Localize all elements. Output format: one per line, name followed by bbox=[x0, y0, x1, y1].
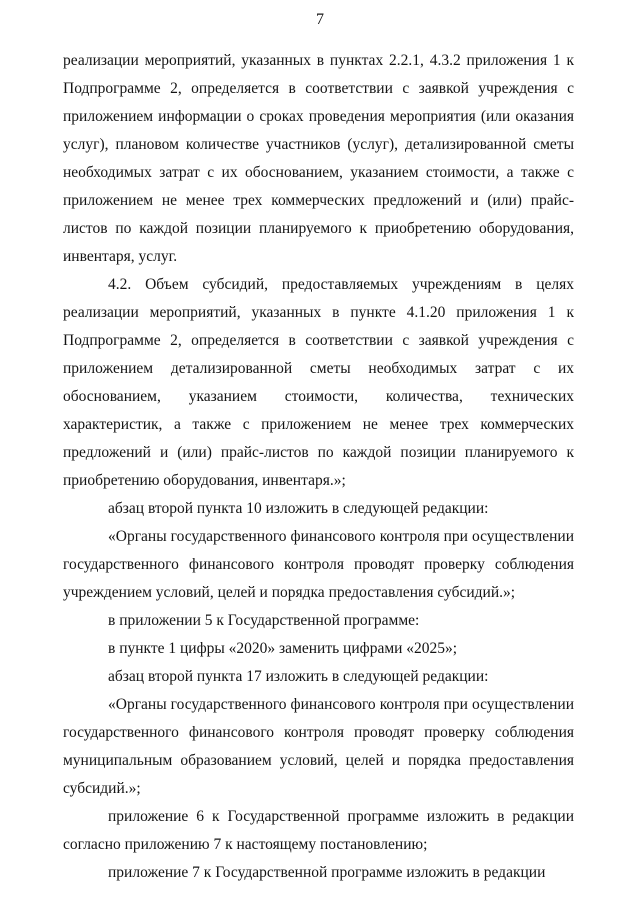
document-body bbox=[63, 47, 574, 887]
page-number: 7 bbox=[316, 11, 324, 28]
paragraph-appendix-7-change: приложение 7 к Государственной программе изложить в редакции bbox=[108, 864, 546, 881]
paragraph-continuation: реализации мероприятий, указанных в пунктах 2.2.1, 4.3.2 приложения 1 к Подпрограмме 2, определяется в соответствии с заявкой учреждения с приложением информации о сроках проведения мероприятия (или оказания услуг), плановом количестве участников (услуг), детализированной сметы необходимых затрат с их обоснованием, указанием стоимости, а также с приложением не менее трех коммерческих предложений и (или) прайс-листов по каждой позиции планируемого к приобретению оборудования, инвентаря, услуг. bbox=[63, 52, 574, 265]
paragraph-item-17-instruction: абзац второй пункта 17 изложить в следующей редакции: bbox=[108, 668, 489, 685]
paragraph-appendix-5-heading: в приложении 5 к Государственной программе: bbox=[108, 612, 420, 629]
paragraph-item-17-quote: «Органы государственного финансового контроля при осуществлении государственного финансового контроля проводят проверку соблюдения муниципальным образованием условий, целей и порядка предоставления субсидий.»; bbox=[63, 696, 574, 797]
paragraph-item-10-instruction: абзац второй пункта 10 изложить в следующей редакции: bbox=[108, 500, 489, 517]
paragraph-appendix-6-change: приложение 6 к Государственной программе изложить в редакции согласно приложению 7 к настоящему постановлению; bbox=[63, 808, 574, 853]
paragraph-clause-4-2: 4.2. Объем субсидий, предоставляемых учреждениям в целях реализации мероприятий, указанных в пункте 4.1.20 приложения 1 к Подпрограмме 2, определяется в соответствии с заявкой учреждения с приложением детализированной сметы необходимых затрат с их обоснованием, указанием стоимости, количества, технических характеристик, а также с приложением не менее трех коммерческих предложений и (или) прайс-листов по каждой позиции планируемого к приобретению оборудования, инвентаря.»; bbox=[63, 276, 574, 489]
paragraph-item-1-change: в пункте 1 цифры «2020» заменить цифрами «2025»; bbox=[108, 640, 458, 657]
paragraph-item-10-quote: «Органы государственного финансового контроля при осуществлении государственного финансового контроля проводят проверку соблюдения учреждением условий, целей и порядка предоставления субсидий.»; bbox=[63, 528, 574, 601]
